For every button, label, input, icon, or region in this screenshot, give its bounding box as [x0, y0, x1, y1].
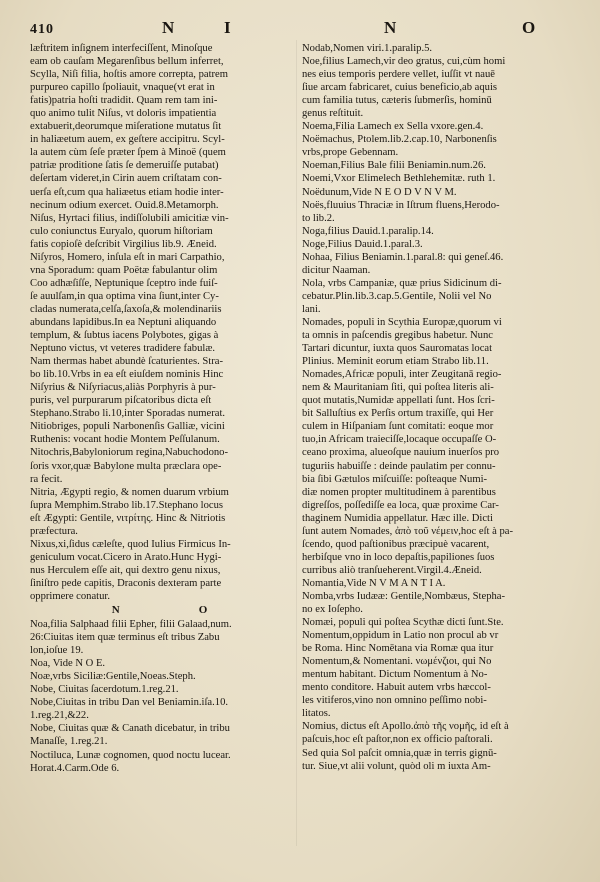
text-line: ſoris vxor,quæ Babylone multa præclara ope- — [30, 460, 222, 472]
text-line: nus Herculem eſſe ait, qui dextro genu nixus, — [30, 564, 221, 576]
text-line: Nitria, Ægypti regio, & nomen duarum vrbium — [30, 486, 229, 498]
text-line: læftritem inſignem interfeciſſent, Minoſque — [30, 43, 213, 54]
text-line: Sed quia Sol paſcit omnia,quæ in terris gignū- — [302, 747, 497, 759]
text-line: culo coniunctus Euryalo, quorum hiſtoriam — [30, 225, 213, 237]
subheading-letter-1: N — [111, 604, 123, 617]
text-line: Nomantia,Vide N V M A N T I A. — [302, 577, 446, 589]
text-line: opprimere conatur. — [30, 590, 111, 602]
text-line: eſt Ægypti: Gentile, νιτρίτης. Hinc & Nitriotis — [30, 512, 226, 524]
text-line: Nobe, Ciuitas ſacerdotum.1.reg.21. — [30, 684, 179, 696]
left-column — [30, 42, 292, 775]
text-line: Noe,filius Lamech,vir deo gratus, cui,cùm homi — [302, 56, 506, 68]
text-line: extabuerit,deorumque miſeratione mutatus ſit — [30, 121, 222, 133]
text-line: ſunt autem Nomades, ἀπὸ τοῦ νέμειν,hoc eſt à pa- — [302, 525, 513, 537]
text-line: Nitiobriges, populi Narbonenſis Galliæ, vicini — [30, 421, 225, 433]
text-line: Noeman,Filius Bale filii Beniamin.num.26. — [302, 160, 486, 172]
text-line: mentum habitant. Dictum Nomentum à No- — [302, 669, 488, 681]
header-letter-right-2: O — [522, 18, 537, 37]
text-line: genus reſtituit. — [302, 108, 364, 120]
text-line: Noës,fluuius Thraciæ in Iſtrum fluens,Herodo- — [302, 199, 500, 211]
text-line: purpureo capillo ſpoliauit, vnaque(vt erat in — [30, 82, 215, 94]
text-line: uerſa eſt,cum qua haliæetus etiam hodie inter- — [30, 186, 224, 198]
left-entries — [30, 42, 292, 603]
text-line: lon,ioſue 19. — [30, 645, 84, 657]
text-line: Nomentum,& Nomentani. νωμένζιοι, qui No — [302, 656, 492, 668]
text-line: ſiniſtro pede capitis, Draconis dexteram parte — [30, 577, 222, 589]
running-header — [30, 18, 570, 40]
text-line: Nomba,vrbs Iudææ: Gentile,Nombæus, Stepha- — [302, 590, 506, 602]
column-gutter — [296, 40, 297, 846]
text-line: nes eius temporis perdere vellet, iuſſit vt nauē — [302, 69, 495, 81]
text-line: Noemi,Vxor Elimelech Bethlehemitæ. ruth 1. — [302, 173, 496, 185]
text-line: ſupra Memphim.Strabo lib.17.Stephano locus — [30, 499, 224, 511]
text-line: fatis)patria hoſti tradidit. Quam rem tam ini- — [30, 95, 218, 107]
text-line: tuo,in Africam traieciſſe,locaque occupaſſe O- — [302, 434, 497, 446]
text-line: bo lib.10.Vrbs in ea eſt eiuſdem nominis Hinc — [30, 369, 224, 381]
text-line: Nam thermas habet abundè ſcaturientes. Stra- — [30, 356, 223, 368]
text-line: Noæ,vrbs Siciliæ:Gentile,Noeas.Steph. — [30, 671, 196, 683]
text-line: Nomades, populi in Scythia Europæ,quorum vi — [302, 316, 502, 328]
text-line: Tartari dicuntur, iuxta quos Sauromatas locat — [302, 343, 493, 355]
text-line: Plinius. Meminit eorum etiam Strabo lib.11. — [302, 356, 489, 368]
text-line: cebatur.Plin.lib.3.cap.5.Gentile, Nolii vel No — [302, 290, 492, 302]
text-line: cum familia tutus, cæteris ſubmerſis, hominū — [302, 95, 492, 107]
text-line: geniculum vocat.Cicero in Arato.Hunc Hygi- — [30, 551, 222, 563]
text-line: herbiſque vno in loco depaſtis,papiliones ſuos — [302, 551, 495, 563]
text-line: tuguriis habuiſſe : deinde paulatim per connu- — [302, 460, 496, 472]
text-line: Nomades,Africæ populi, inter Zeugitanā regio- — [302, 369, 502, 381]
text-line: mento conditore. Habuit autem vrbs hæccol- — [302, 682, 491, 694]
text-line: vrbs,prope Gebennam. — [302, 147, 399, 159]
text-line: paſcuis,hoc eſt paſtor,non ex officio paſtorali. — [302, 734, 493, 746]
text-line: dicitur Naaman. — [302, 264, 371, 276]
header-letter-left-1: N — [162, 18, 176, 37]
text-line: be Roma. Hinc Nomētana via Romæ qua itur — [302, 643, 494, 655]
text-line: bit Salluſtius ex Perſis ortum traxiſſe, qui Her — [302, 408, 494, 420]
text-line: quot mutatis,Numidæ appellati ſunt. Hos ſcri- — [302, 395, 495, 407]
page-number: 410 — [30, 22, 54, 37]
text-line: thaginem Numidia appellatur. Hæc ille. Dicti — [302, 512, 493, 524]
text-line: lani. — [302, 303, 321, 315]
text-line: puris, vel purpurarum piſcatoribus dicta eſt — [30, 395, 212, 407]
text-line: Noge,Filius Dauid.1.paral.3. — [302, 238, 423, 250]
right-column — [302, 42, 572, 773]
text-line: culem in Hiſpaniam ſunt comitati: eoque mor — [302, 421, 494, 433]
text-line: Niſus, Hyrtaci filius, indiſſolubili amicitiæ vin- — [30, 212, 229, 224]
text-line: la autem cùm ſeſe præter ſpem à Minoë (quem — [30, 147, 226, 159]
text-line: præfectura. — [30, 525, 78, 537]
text-line: Noa,filia Salphaad filii Epher, filii Galaad,num. — [30, 619, 232, 631]
text-line: Neptuno victus, vt veteres tradidere fabulæ. — [30, 343, 216, 355]
text-line: Nomius, dictus eſt Apollo.ἀπὸ τῆς νομῆς, id eſt à — [302, 721, 509, 733]
text-line: ſe auulſam,in qua optima vina ſiunt,inter Cy- — [30, 290, 219, 302]
text-line: curribus aliò tranſueherent.Virgil.4.Æneid. — [302, 564, 482, 576]
text-line: Niſyrius & Niſyriacus,aliàs Porphyris à pur- — [30, 382, 216, 394]
subheading-letter-2: O — [198, 604, 211, 617]
text-line: to lib.2. — [302, 212, 335, 224]
text-line: Nodab,Nomen viri.1.paralip.5. — [302, 43, 433, 54]
text-line: Stephano.Strabo li.10,inter Sporadas numerat. — [30, 408, 226, 420]
text-line: Manaſſe, 1.reg.21. — [30, 736, 108, 748]
text-line: Noga,filius Dauid.1.paralip.14. — [302, 225, 434, 237]
text-line: ta omnis in paſcendis gregibus habetur. Nunc — [302, 330, 493, 342]
text-line: necinum odium exercet. Ouid.8.Metamorph. — [30, 199, 219, 211]
text-line: Nola, vrbs Campaniæ, quæ prius Sidicinum di- — [302, 277, 502, 289]
text-line: Coo adhæſiſſe, Neptunique ſceptro inde fuiſ- — [30, 277, 218, 289]
text-line: abundans lapidibus.In ea Neptuni aliquando — [30, 316, 217, 328]
text-line: ſcendo, quod paſtionibus præcipuè vacarent, — [302, 538, 490, 550]
text-line: 1.reg.21,&22. — [30, 710, 89, 722]
text-line: patriæ proditione ſatis ſe demeruiſſe putabat) — [30, 160, 219, 172]
text-line: deſertam videret,in Cirin auem criſtatam con- — [30, 173, 222, 185]
text-line: ceano proxima, alueoſque nauium inuerſos pro — [302, 447, 500, 459]
text-line: Noëdunum,Vide N E O D V N V M. — [302, 186, 457, 198]
text-line: Nomæi, populi qui poſtea Scythæ dicti ſunt.Ste. — [302, 617, 504, 629]
text-line: Horat.4.Carm.Ode 6. — [30, 762, 120, 774]
text-line: ra fecit. — [30, 473, 63, 485]
text-line: bia ſibi Gætulos miſcuiſſe: poſteaque Numi- — [302, 473, 488, 485]
text-line: Nixus,xi,ſidus cæleſte, quod Iulius Firmicus In- — [30, 538, 231, 550]
text-line: cladas numerata,celſa,ſaxoſa,& molendinariis — [30, 303, 222, 315]
header-letter-left-2: I — [224, 18, 232, 37]
text-line: eam ob cauſam Megarenſibus bellum inferret, — [30, 56, 224, 68]
section-subheading — [30, 604, 292, 617]
text-line: Noa, Vide N O E. — [30, 658, 106, 670]
text-line: Nobe,Ciuitas in tribu Dan vel Beniamin.iſa.10. — [30, 697, 229, 709]
text-line: Nobe, Ciuitas quæ & Canath dicebatur, in tribu — [30, 723, 230, 735]
left-entries-cont — [30, 618, 292, 775]
text-line: digreſſos, poſſediſſe ea loca, quæ proxime Car- — [302, 499, 499, 511]
text-line: quo animo tulit Niſus, vt doloris impatientia — [30, 108, 217, 120]
text-line: no ex Ioſepho. — [302, 604, 363, 616]
text-line: tur. Siue,vt alii volunt, quòd oli m iuxta Am- — [302, 760, 491, 772]
text-line: 26:Ciuitas item quæ terminus eſt tribus Zabu — [30, 632, 220, 644]
text-line: in haliæetum auem, ex geſtere accipitru. Scyl- — [30, 134, 225, 146]
text-line: litatos. — [302, 708, 331, 720]
text-line: Scylla, Niſi filia, hoſtis amore correpta, patrem — [30, 69, 228, 81]
text-line: nem & Mauritaniam ſiti, qui poſtea literis ali- — [302, 382, 494, 394]
text-line: templum, & ſubtus iacens Polybotes, gigas à — [30, 330, 219, 342]
text-line: Noëmachus, Ptolem.lib.2.cap.10, Narbonenſis — [302, 134, 497, 146]
text-line: Nitochris,Babyloniorum regina,Nabuchodono- — [30, 447, 229, 459]
text-line: Nomentum,oppidum in Latio non procul ab vr — [302, 630, 499, 642]
text-line: fatis copioſè deſcribit Virgilius lib.9. Æneid. — [30, 238, 217, 250]
right-entries — [302, 42, 572, 773]
text-line: Ruthenis: vocant hodie Montem Peſſulanum. — [30, 434, 220, 446]
text-line: Nohaa, Filius Beniamin.1.paral.8: qui geneſ.46. — [302, 251, 504, 263]
text-line: Niſyros, Homero, inſula eſt in mari Carpathio, — [30, 251, 225, 263]
text-line: vna Sporadum: quam Poëtæ fabulantur olim — [30, 264, 218, 276]
text-line: Noctiluca, Lunæ cognomen, quod noctu lucear. — [30, 749, 231, 761]
text-line: Noema,Filia Lamech ex Sella vxore.gen.4. — [302, 121, 484, 133]
text-line: diæ nomen propter multitudinem à parentibus — [302, 486, 496, 498]
text-line: ſiue arcam fabricaret, cuius beneficio,ab aquis — [302, 82, 498, 94]
text-line: les vitiferos,vino non omnino peſſimo nobi- — [302, 695, 487, 707]
header-letter-right-1: N — [384, 18, 398, 37]
